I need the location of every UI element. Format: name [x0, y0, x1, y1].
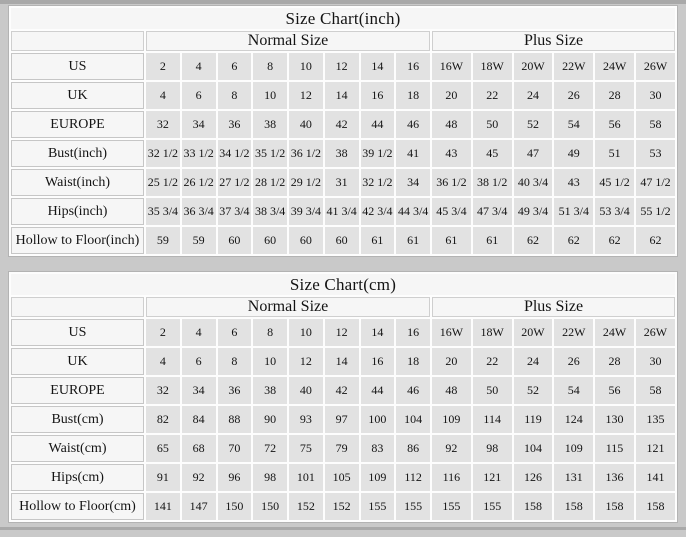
size-chart-page — [8, 5, 678, 537]
size-value-cell: 45 3/4 — [432, 198, 471, 225]
size-value-cell: 16 — [361, 82, 395, 109]
size-value-cell: 38 — [253, 377, 287, 404]
size-value-cell: 60 — [289, 227, 323, 254]
size-value-cell: 124 — [554, 406, 593, 433]
size-value-cell: 47 — [514, 140, 553, 167]
size-value-cell: 22W — [554, 53, 593, 80]
row-label: Hollow to Floor(cm) — [11, 493, 144, 520]
size-value-cell: 61 — [473, 227, 512, 254]
size-value-cell: 4 — [182, 53, 216, 80]
size-value-cell: 30 — [636, 348, 675, 375]
size-value-cell: 44 — [361, 111, 395, 138]
size-value-cell: 33 1/2 — [182, 140, 216, 167]
size-value-cell: 6 — [182, 82, 216, 109]
size-value-cell: 141 — [146, 493, 180, 520]
table-row — [11, 198, 675, 225]
size-value-cell: 28 — [595, 82, 634, 109]
size-chart-inch-table — [8, 5, 678, 257]
size-value-cell: 62 — [514, 227, 553, 254]
size-value-cell: 2 — [146, 53, 180, 80]
size-value-cell: 41 — [396, 140, 430, 167]
size-value-cell: 112 — [396, 464, 430, 491]
size-value-cell: 75 — [289, 435, 323, 462]
size-value-cell: 20 — [432, 82, 471, 109]
size-value-cell: 20 — [432, 348, 471, 375]
size-value-cell: 45 — [473, 140, 512, 167]
column-group-row — [11, 31, 675, 51]
row-label: US — [11, 53, 144, 80]
size-value-cell: 47 3/4 — [473, 198, 512, 225]
size-value-cell: 158 — [554, 493, 593, 520]
size-value-cell: 53 3/4 — [595, 198, 634, 225]
size-value-cell: 8 — [218, 82, 252, 109]
size-value-cell: 25 1/2 — [146, 169, 180, 196]
row-label: Waist(inch) — [11, 169, 144, 196]
size-value-cell: 46 — [396, 111, 430, 138]
size-value-cell: 24 — [514, 82, 553, 109]
size-value-cell: 10 — [253, 82, 287, 109]
size-value-cell: 36 1/2 — [289, 140, 323, 167]
size-value-cell: 109 — [432, 406, 471, 433]
size-value-cell: 29 1/2 — [289, 169, 323, 196]
size-value-cell: 54 — [554, 111, 593, 138]
size-value-cell: 8 — [218, 348, 252, 375]
size-value-cell: 47 1/2 — [636, 169, 675, 196]
size-value-cell: 24W — [595, 319, 634, 346]
size-value-cell: 10 — [289, 53, 323, 80]
size-value-cell: 4 — [182, 319, 216, 346]
row-label: Hollow to Floor(inch) — [11, 227, 144, 254]
size-value-cell: 36 — [218, 111, 252, 138]
size-value-cell: 35 3/4 — [146, 198, 180, 225]
row-label: UK — [11, 348, 144, 375]
size-value-cell: 158 — [636, 493, 675, 520]
size-value-cell: 16 — [396, 319, 430, 346]
size-value-cell: 56 — [595, 377, 634, 404]
size-value-cell: 97 — [325, 406, 359, 433]
size-value-cell: 65 — [146, 435, 180, 462]
size-value-cell: 12 — [325, 319, 359, 346]
size-value-cell: 28 1/2 — [253, 169, 287, 196]
size-value-cell: 26 — [554, 82, 593, 109]
size-value-cell: 115 — [595, 435, 634, 462]
size-value-cell: 101 — [289, 464, 323, 491]
size-value-cell: 50 — [473, 111, 512, 138]
size-value-cell: 152 — [325, 493, 359, 520]
size-value-cell: 2 — [146, 319, 180, 346]
column-group-row — [11, 297, 675, 317]
row-label: US — [11, 319, 144, 346]
size-value-cell: 37 3/4 — [218, 198, 252, 225]
size-value-cell: 45 1/2 — [595, 169, 634, 196]
size-value-cell: 14 — [325, 348, 359, 375]
corner-cell — [11, 297, 144, 317]
size-value-cell: 31 — [325, 169, 359, 196]
size-value-cell: 98 — [473, 435, 512, 462]
row-label: Hips(inch) — [11, 198, 144, 225]
column-group-plus-size: Plus Size — [432, 31, 675, 51]
size-value-cell: 6 — [218, 319, 252, 346]
size-value-cell: 98 — [253, 464, 287, 491]
size-value-cell: 49 3/4 — [514, 198, 553, 225]
row-label: Waist(cm) — [11, 435, 144, 462]
size-value-cell: 49 — [554, 140, 593, 167]
size-value-cell: 35 1/2 — [253, 140, 287, 167]
size-value-cell: 24 — [514, 348, 553, 375]
size-value-cell: 18 — [396, 348, 430, 375]
size-value-cell: 136 — [595, 464, 634, 491]
size-value-cell: 32 — [146, 111, 180, 138]
size-value-cell: 84 — [182, 406, 216, 433]
table-row — [11, 319, 675, 346]
table-row — [11, 348, 675, 375]
size-value-cell: 150 — [253, 493, 287, 520]
row-label: EUROPE — [11, 111, 144, 138]
size-value-cell: 68 — [182, 435, 216, 462]
size-value-cell: 20W — [514, 53, 553, 80]
row-label: Hips(cm) — [11, 464, 144, 491]
table-row — [11, 140, 675, 167]
column-group-normal-size: Normal Size — [146, 297, 430, 317]
size-value-cell: 12 — [289, 348, 323, 375]
size-value-cell: 6 — [182, 348, 216, 375]
size-value-cell: 26W — [636, 53, 675, 80]
table-row — [11, 53, 675, 80]
table-row — [11, 493, 675, 520]
size-value-cell: 62 — [636, 227, 675, 254]
size-value-cell: 24W — [595, 53, 634, 80]
size-value-cell: 52 — [514, 111, 553, 138]
size-value-cell: 43 — [554, 169, 593, 196]
table-row — [11, 169, 675, 196]
size-value-cell: 88 — [218, 406, 252, 433]
size-value-cell: 4 — [146, 348, 180, 375]
size-value-cell: 59 — [146, 227, 180, 254]
size-value-cell: 155 — [361, 493, 395, 520]
size-value-cell: 83 — [361, 435, 395, 462]
size-value-cell: 38 3/4 — [253, 198, 287, 225]
size-value-cell: 4 — [146, 82, 180, 109]
size-value-cell: 131 — [554, 464, 593, 491]
size-value-cell: 42 — [325, 377, 359, 404]
table-title-row — [11, 8, 675, 29]
size-value-cell: 16 — [361, 348, 395, 375]
size-value-cell: 10 — [253, 348, 287, 375]
size-value-cell: 8 — [253, 53, 287, 80]
size-value-cell: 70 — [218, 435, 252, 462]
size-value-cell: 22 — [473, 348, 512, 375]
size-value-cell: 62 — [595, 227, 634, 254]
size-value-cell: 10 — [289, 319, 323, 346]
size-value-cell: 18 — [396, 82, 430, 109]
size-value-cell: 20W — [514, 319, 553, 346]
size-value-cell: 34 — [396, 169, 430, 196]
size-value-cell: 26W — [636, 319, 675, 346]
size-value-cell: 82 — [146, 406, 180, 433]
size-value-cell: 96 — [218, 464, 252, 491]
size-value-cell: 51 3/4 — [554, 198, 593, 225]
photo-edge-top — [0, 0, 686, 4]
size-value-cell: 121 — [636, 435, 675, 462]
size-value-cell: 72 — [253, 435, 287, 462]
size-value-cell: 92 — [432, 435, 471, 462]
table-row — [11, 377, 675, 404]
size-value-cell: 40 3/4 — [514, 169, 553, 196]
size-value-cell: 150 — [218, 493, 252, 520]
size-value-cell: 8 — [253, 319, 287, 346]
size-value-cell: 60 — [218, 227, 252, 254]
size-value-cell: 56 — [595, 111, 634, 138]
size-value-cell: 61 — [396, 227, 430, 254]
size-value-cell: 48 — [432, 111, 471, 138]
size-value-cell: 104 — [514, 435, 553, 462]
size-value-cell: 62 — [554, 227, 593, 254]
size-value-cell: 12 — [325, 53, 359, 80]
size-value-cell: 38 — [325, 140, 359, 167]
size-value-cell: 86 — [396, 435, 430, 462]
size-value-cell: 12 — [289, 82, 323, 109]
row-label: EUROPE — [11, 377, 144, 404]
size-value-cell: 158 — [595, 493, 634, 520]
size-value-cell: 100 — [361, 406, 395, 433]
size-value-cell: 61 — [432, 227, 471, 254]
size-value-cell: 121 — [473, 464, 512, 491]
size-value-cell: 61 — [361, 227, 395, 254]
size-value-cell: 36 — [218, 377, 252, 404]
size-value-cell: 16W — [432, 319, 471, 346]
size-value-cell: 93 — [289, 406, 323, 433]
size-value-cell: 52 — [514, 377, 553, 404]
size-value-cell: 6 — [218, 53, 252, 80]
size-value-cell: 55 1/2 — [636, 198, 675, 225]
row-label: UK — [11, 82, 144, 109]
size-value-cell: 109 — [554, 435, 593, 462]
size-value-cell: 48 — [432, 377, 471, 404]
size-value-cell: 44 3/4 — [396, 198, 430, 225]
table-title: Size Chart(inch) — [11, 8, 675, 29]
size-value-cell: 155 — [473, 493, 512, 520]
size-value-cell: 36 3/4 — [182, 198, 216, 225]
table-row — [11, 82, 675, 109]
column-group-plus-size: Plus Size — [432, 297, 675, 317]
size-value-cell: 14 — [325, 82, 359, 109]
size-value-cell: 44 — [361, 377, 395, 404]
table-row — [11, 435, 675, 462]
size-value-cell: 54 — [554, 377, 593, 404]
size-value-cell: 14 — [361, 319, 395, 346]
size-value-cell: 50 — [473, 377, 512, 404]
size-value-cell: 34 — [182, 377, 216, 404]
size-value-cell: 18W — [473, 53, 512, 80]
size-value-cell: 152 — [289, 493, 323, 520]
column-group-normal-size: Normal Size — [146, 31, 430, 51]
size-value-cell: 105 — [325, 464, 359, 491]
size-value-cell: 141 — [636, 464, 675, 491]
size-value-cell: 40 — [289, 377, 323, 404]
size-value-cell: 126 — [514, 464, 553, 491]
size-value-cell: 92 — [182, 464, 216, 491]
size-value-cell: 26 1/2 — [182, 169, 216, 196]
size-value-cell: 14 — [361, 53, 395, 80]
size-value-cell: 155 — [432, 493, 471, 520]
size-value-cell: 135 — [636, 406, 675, 433]
size-value-cell: 26 — [554, 348, 593, 375]
size-value-cell: 116 — [432, 464, 471, 491]
size-value-cell: 32 1/2 — [146, 140, 180, 167]
size-value-cell: 58 — [636, 377, 675, 404]
size-value-cell: 32 1/2 — [361, 169, 395, 196]
size-value-cell: 22 — [473, 82, 512, 109]
table-row — [11, 227, 675, 254]
size-value-cell: 42 — [325, 111, 359, 138]
size-value-cell: 60 — [253, 227, 287, 254]
table-title-row — [11, 274, 675, 295]
size-value-cell: 16 — [396, 53, 430, 80]
size-value-cell: 42 3/4 — [361, 198, 395, 225]
size-value-cell: 16W — [432, 53, 471, 80]
size-value-cell: 27 1/2 — [218, 169, 252, 196]
size-value-cell: 79 — [325, 435, 359, 462]
size-value-cell: 59 — [182, 227, 216, 254]
size-value-cell: 36 1/2 — [432, 169, 471, 196]
size-value-cell: 119 — [514, 406, 553, 433]
size-value-cell: 109 — [361, 464, 395, 491]
size-value-cell: 38 1/2 — [473, 169, 512, 196]
size-value-cell: 60 — [325, 227, 359, 254]
table-row — [11, 464, 675, 491]
size-value-cell: 40 — [289, 111, 323, 138]
size-value-cell: 43 — [432, 140, 471, 167]
size-value-cell: 30 — [636, 82, 675, 109]
row-label: Bust(cm) — [11, 406, 144, 433]
size-value-cell: 90 — [253, 406, 287, 433]
size-value-cell: 39 3/4 — [289, 198, 323, 225]
size-value-cell: 32 — [146, 377, 180, 404]
size-value-cell: 18W — [473, 319, 512, 346]
size-value-cell: 155 — [396, 493, 430, 520]
size-chart-cm-table — [8, 271, 678, 523]
size-value-cell: 41 3/4 — [325, 198, 359, 225]
size-value-cell: 46 — [396, 377, 430, 404]
size-value-cell: 22W — [554, 319, 593, 346]
size-value-cell: 158 — [514, 493, 553, 520]
table-title: Size Chart(cm) — [11, 274, 675, 295]
size-value-cell: 51 — [595, 140, 634, 167]
size-value-cell: 34 1/2 — [218, 140, 252, 167]
size-value-cell: 91 — [146, 464, 180, 491]
size-value-cell: 39 1/2 — [361, 140, 395, 167]
size-value-cell: 34 — [182, 111, 216, 138]
corner-cell — [11, 31, 144, 51]
size-value-cell: 104 — [396, 406, 430, 433]
size-value-cell: 114 — [473, 406, 512, 433]
table-row — [11, 406, 675, 433]
size-value-cell: 147 — [182, 493, 216, 520]
table-row — [11, 111, 675, 138]
size-value-cell: 28 — [595, 348, 634, 375]
row-label: Bust(inch) — [11, 140, 144, 167]
size-value-cell: 58 — [636, 111, 675, 138]
size-value-cell: 130 — [595, 406, 634, 433]
size-value-cell: 38 — [253, 111, 287, 138]
size-value-cell: 53 — [636, 140, 675, 167]
